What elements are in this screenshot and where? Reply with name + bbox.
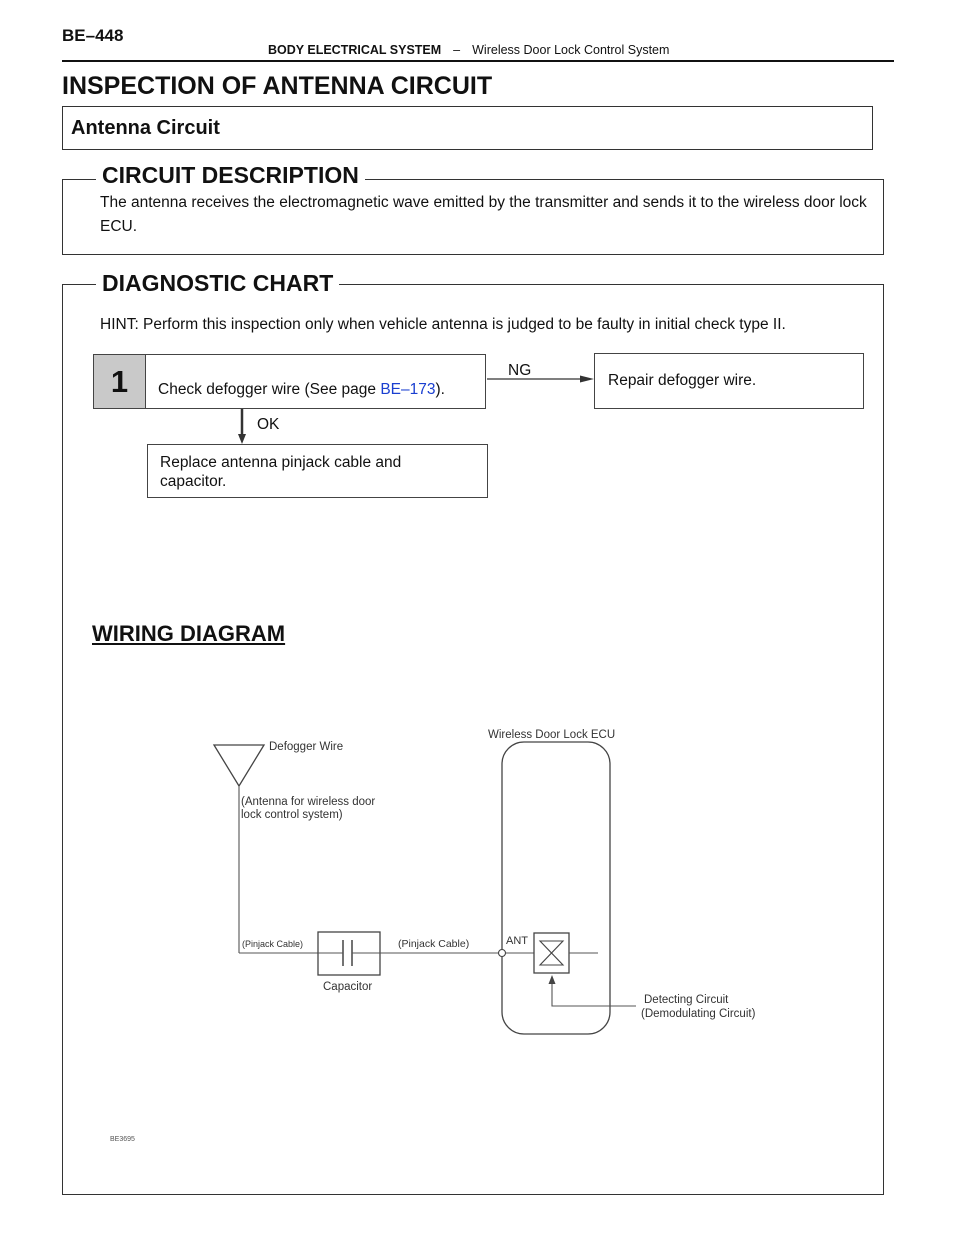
circuit-name: Antenna Circuit: [71, 117, 220, 139]
ok-action-text: Replace antenna pinjack cable and capacitor.: [160, 454, 402, 490]
step-text-before: Check defogger wire (See page: [158, 381, 381, 398]
wiring-diagram-heading: WIRING DIAGRAM: [92, 621, 286, 646]
ant-label: ANT: [506, 935, 528, 947]
detecting-circuit-label-1: Detecting Circuit: [644, 994, 729, 1006]
pinjack-cable-left-label: (Pinjack Cable): [242, 939, 304, 949]
ok-label: OK: [257, 416, 280, 433]
header-subsection: Wireless Door Lock Control System: [472, 43, 670, 57]
defogger-wire-label: Defogger Wire: [269, 741, 344, 753]
detecting-circuit-label-2: (Demodulating Circuit): [641, 1008, 756, 1020]
header-system: BODY ELECTRICAL SYSTEM: [268, 43, 442, 57]
antenna-note-line-1: (Antenna for wireless door: [241, 796, 376, 808]
detecting-circuit-symbol: [540, 941, 563, 965]
ng-action-text: Repair defogger wire.: [608, 372, 757, 389]
diagnostic-hint: HINT: Perform this inspection only when vehicle antenna is judged to be faulty in initial check type II.: [100, 316, 786, 333]
circuit-description-heading: CIRCUIT DESCRIPTION: [96, 162, 365, 189]
step-text-after: ).: [435, 381, 445, 398]
pinjack-cable-right-label: (Pinjack Cable): [398, 938, 470, 950]
step-number: 1: [93, 354, 146, 409]
diagnostic-chart-heading: DIAGNOSTIC CHART: [96, 270, 339, 297]
circuit-description-text: The antenna receives the electromagnetic wave emitted by the transmitter and sends it to the wireless door lock ECU.: [100, 194, 867, 235]
antenna-symbol: [214, 745, 264, 786]
figure-code: BE3695: [110, 1136, 135, 1143]
page-title: INSPECTION OF ANTENNA CIRCUIT: [62, 72, 493, 100]
page-number: BE–448: [62, 26, 124, 45]
ecu-box: [502, 742, 610, 1034]
header-separator: –: [453, 43, 461, 57]
step-page-link[interactable]: BE–173: [380, 381, 436, 398]
detecting-pointer-head: [549, 975, 556, 984]
ant-terminal: [499, 950, 506, 957]
detecting-pointer: [552, 980, 636, 1006]
ng-label: NG: [508, 362, 532, 379]
antenna-note-line-2: lock control system): [241, 809, 343, 821]
capacitor-label: Capacitor: [323, 981, 373, 993]
ecu-label: Wireless Door Lock ECU: [488, 729, 616, 741]
